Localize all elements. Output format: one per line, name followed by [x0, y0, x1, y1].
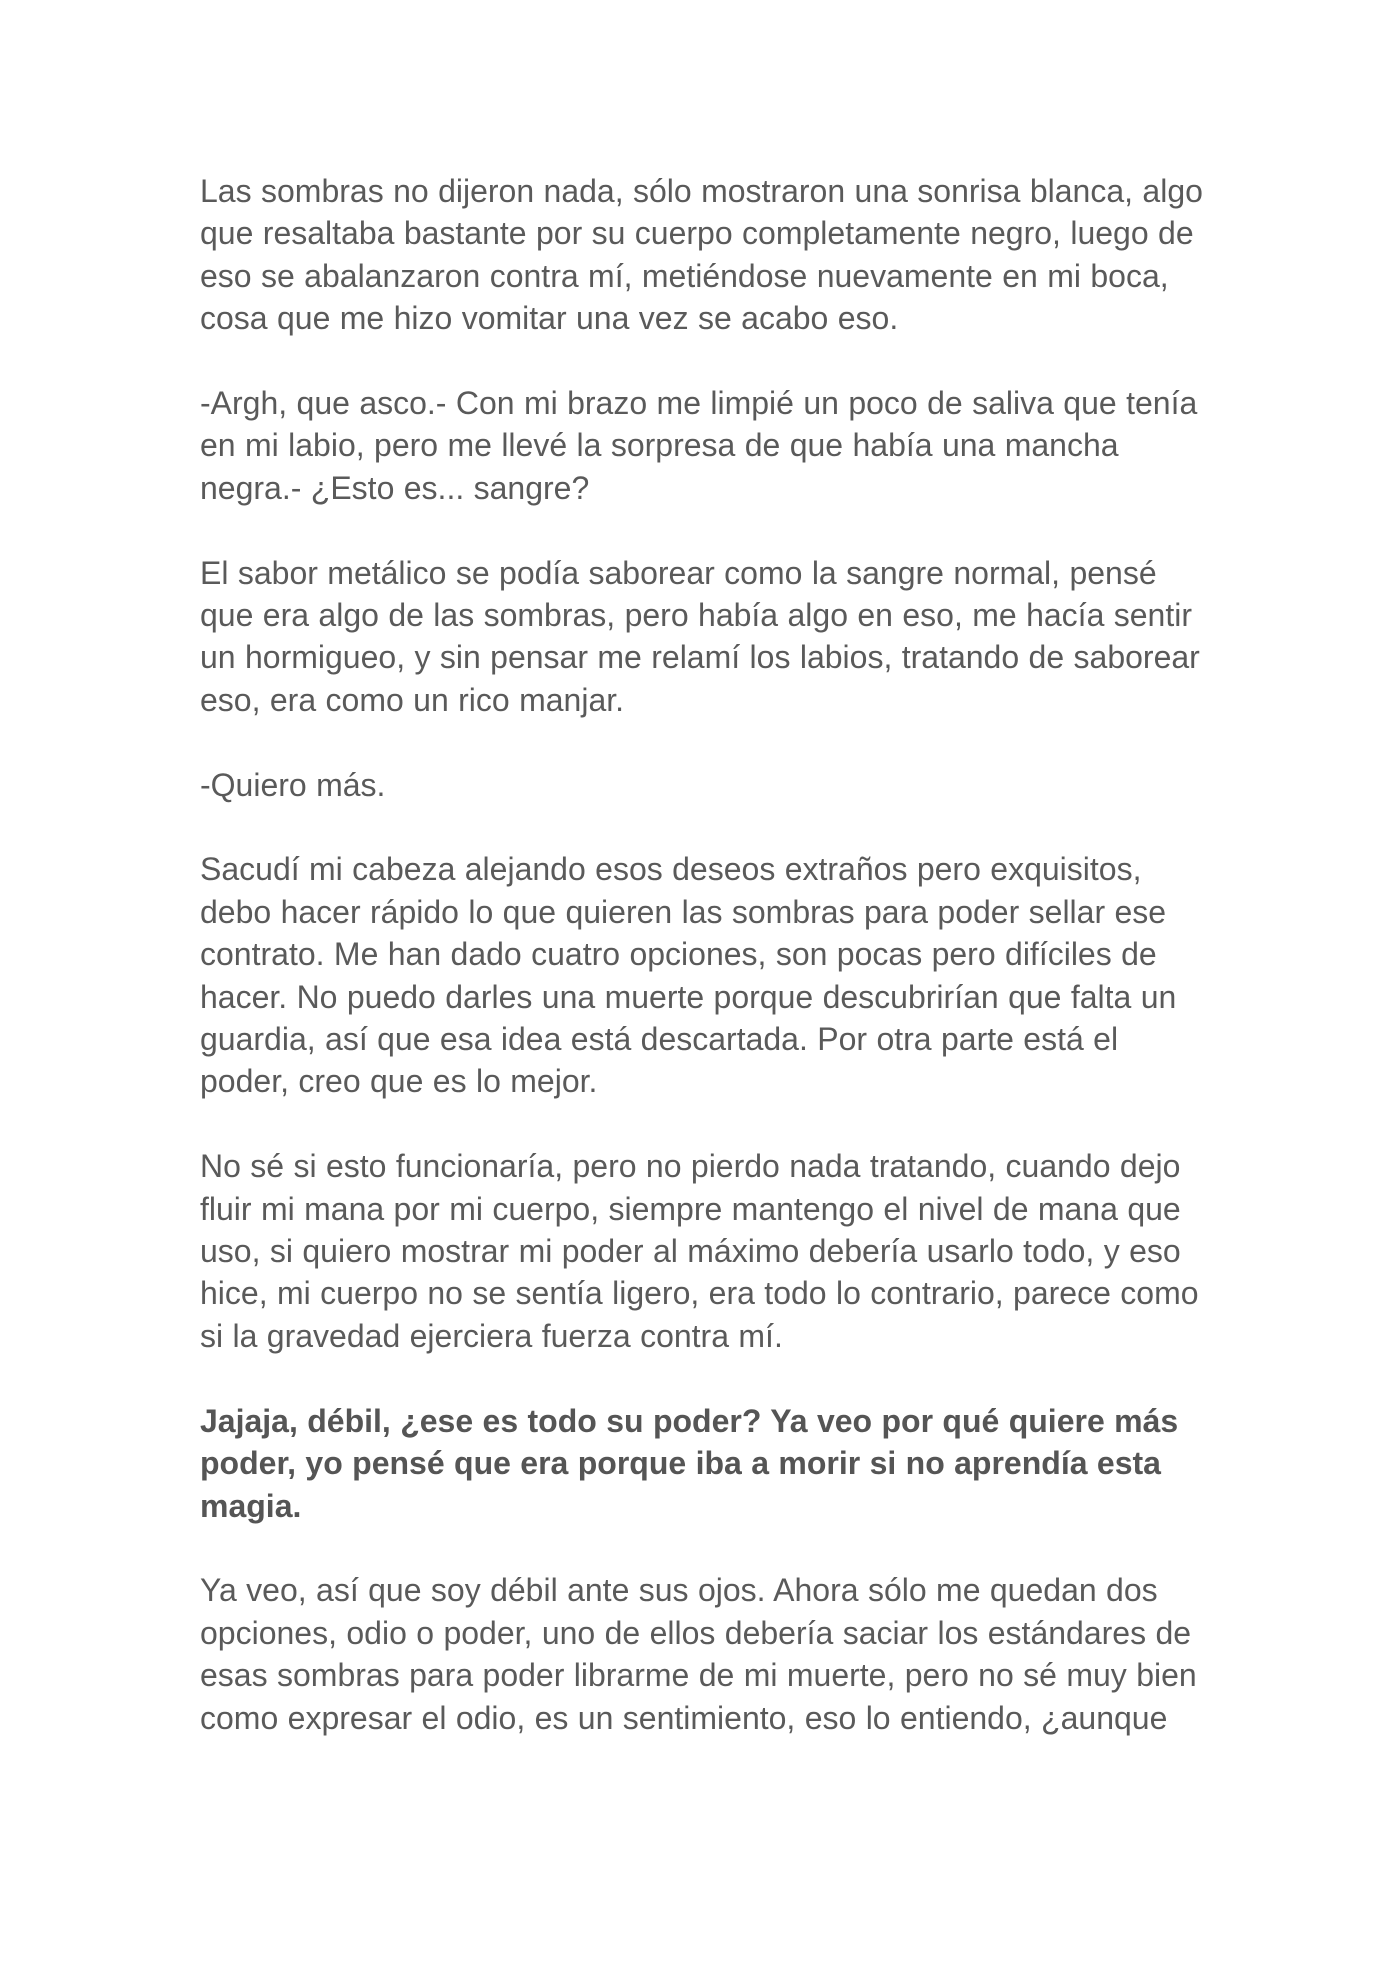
text-line: -Quiero más. [200, 766, 386, 803]
text-line: contrato. Me han dado cuatro opciones, son pocas pero difíciles de [200, 936, 1157, 973]
paragraph-3 [200, 552, 1200, 722]
text-line: eso se abalanzaron contra mí, metiéndose nuevamente en mi boca, [200, 257, 1169, 294]
text-line: -Argh, que asco.- Con mi brazo me limpié un poco de saliva que tenía [200, 385, 1198, 422]
text-line: negra.- ¿Esto es... sangre? [200, 469, 590, 506]
text-line: fluir mi mana por mi cuerpo, siempre mantengo el nivel de mana que [200, 1190, 1181, 1227]
text-line: un hormigueo, y sin pensar me relamí los labios, tratando de saborear [200, 639, 1200, 676]
text-line: eso, era como un rico manjar. [200, 681, 625, 718]
text-line: Las sombras no dijeron nada, sólo mostraron una sonrisa blanca, algo [200, 173, 1203, 209]
text-line: uso, si quiero mostrar mi poder al máximo debería usarlo todo, y eso [200, 1233, 1181, 1270]
text-line: como expresar el odio, es un sentimiento, eso lo entiendo, ¿aunque [200, 1699, 1168, 1736]
text-line: opciones, odio o poder, uno de ellos debería saciar los estándares de [200, 1614, 1192, 1651]
paragraph-1 [200, 170, 1203, 340]
text-line: que resaltaba bastante por su cuerpo completamente negro, luego de [200, 215, 1194, 252]
text-line: si la gravedad ejerciera fuerza contra mí. [200, 1317, 783, 1354]
paragraph-5 [200, 848, 1200, 1102]
text-line: debo hacer rápido lo que quieren las sombras para poder sellar ese [200, 893, 1167, 930]
text-line: esas sombras para poder librarme de mi muerte, pero no sé muy bien [200, 1657, 1197, 1694]
text-line: No sé si esto funcionaría, pero no pierdo nada tratando, cuando dejo [200, 1148, 1181, 1185]
paragraph-8 [200, 1569, 1200, 1739]
text-line: en mi labio, pero me llevé la sorpresa de que había una mancha [200, 427, 1119, 464]
text-line: Ya veo, así que soy débil ante sus ojos. Ahora sólo me quedan dos [200, 1572, 1158, 1609]
document-page [200, 170, 1203, 1781]
text-line: magia. [200, 1487, 302, 1524]
text-line: guardia, así que esa idea está descartada. Por otra parte está el [200, 1021, 1119, 1058]
text-line: poder, yo pensé que era porque iba a morir si no aprendía esta [200, 1445, 1161, 1482]
text-line: que era algo de las sombras, pero había algo en eso, me hacía sentir [200, 597, 1192, 634]
text-line: poder, creo que es lo mejor. [200, 1063, 598, 1100]
paragraph-2 [200, 382, 1200, 509]
text-line: cosa que me hizo vomitar una vez se acabo eso. [200, 300, 899, 337]
text-line: Sacudí mi cabeza alejando esos deseos extraños pero exquisitos, [200, 851, 1142, 888]
paragraph-7-bold [200, 1400, 1200, 1527]
text-line: El sabor metálico se podía saborear como la sangre normal, pensé [200, 554, 1157, 591]
paragraph-6 [200, 1145, 1200, 1357]
paragraph-4 [200, 764, 1200, 806]
text-line: hacer. No puedo darles una muerte porque descubrirían que falta un [200, 978, 1177, 1015]
text-line: Jajaja, débil, ¿ese es todo su poder? Ya veo por qué quiere más [200, 1402, 1179, 1439]
text-line: hice, mi cuerpo no se sentía ligero, era todo lo contrario, parece como [200, 1275, 1199, 1312]
